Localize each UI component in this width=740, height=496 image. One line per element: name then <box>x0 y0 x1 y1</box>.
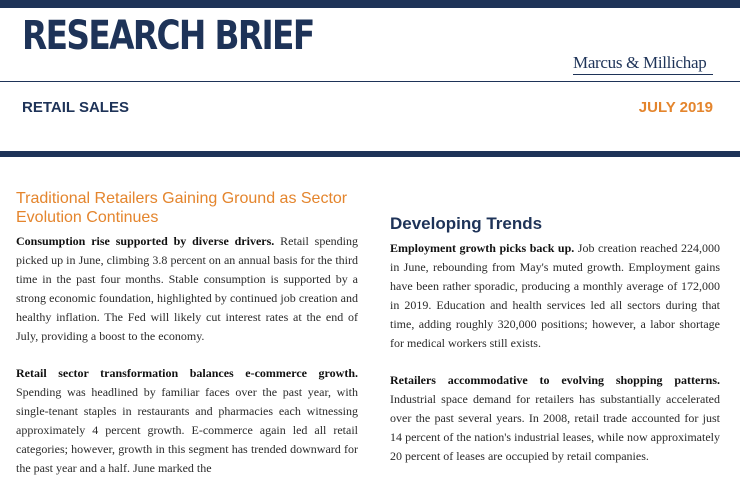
paragraph-lead: Consumption rise supported by diverse drivers. <box>16 234 275 248</box>
paragraph <box>16 232 358 346</box>
paragraph-body: Job creation reached 224,000 in June, rebounding from May's muted growth. Employment gains have been rather sporadic, producing a monthly average of 172,000 in 2019. Education and health services led all sectors during that time, adding roughly 320,000 positions; however, a labor shortage for medical workers still exists. <box>390 241 720 350</box>
brand-logo: Marcus & Millichap <box>573 53 707 72</box>
paragraph-body: Industrial space demand for retailers has substantially accelerated over the past several years. In 2008, retail trade accounted for just 14 percent of the nation's industrial leases, while now approximately 20 percent of leases are occupied by retail companies. <box>390 392 720 463</box>
top-accent-bar <box>0 0 740 8</box>
paragraph <box>390 239 720 353</box>
right-column <box>390 213 720 484</box>
paragraph <box>390 371 720 466</box>
paragraph-lead: Retailers accommodative to evolving shopping patterns. <box>390 373 720 387</box>
left-column <box>16 189 358 496</box>
paragraph <box>16 364 358 478</box>
header-divider <box>0 81 740 82</box>
right-column-heading: Developing Trends <box>390 214 543 233</box>
section-label: RETAIL SALES <box>22 99 129 116</box>
brand-logo-underline <box>573 74 713 75</box>
left-column-heading: Traditional Retailers Gaining Ground as Sector Evolution Continues <box>16 190 348 226</box>
paragraph-body: Retail spending picked up in June, climbing 3.8 percent on an annual basis for the third time in the past four months. Stable consumption is supported by a strong economic foundation, highlighted by continued job creation and healthy inflation. The Fed will likely cut interest rates at the end of July, providing a boost to the economy. <box>16 234 358 343</box>
paragraph-lead: Retail sector transformation balances e-commerce growth. <box>16 366 358 380</box>
issue-date: JULY 2019 <box>638 99 713 116</box>
paragraph-body: Spending was headlined by familiar faces over the past year, with single-tenant staples in restaurants and pharmacies each witnessing approximately 4 percent growth. E-commerce again led all retail categories; however, growth in this segment has trended downward for the past year and a half. June marked the <box>16 385 358 475</box>
paragraph-lead: Employment growth picks back up. <box>390 241 575 255</box>
page-title: RESEARCH BRIEF <box>22 13 314 59</box>
header-bottom-rule <box>0 151 740 157</box>
